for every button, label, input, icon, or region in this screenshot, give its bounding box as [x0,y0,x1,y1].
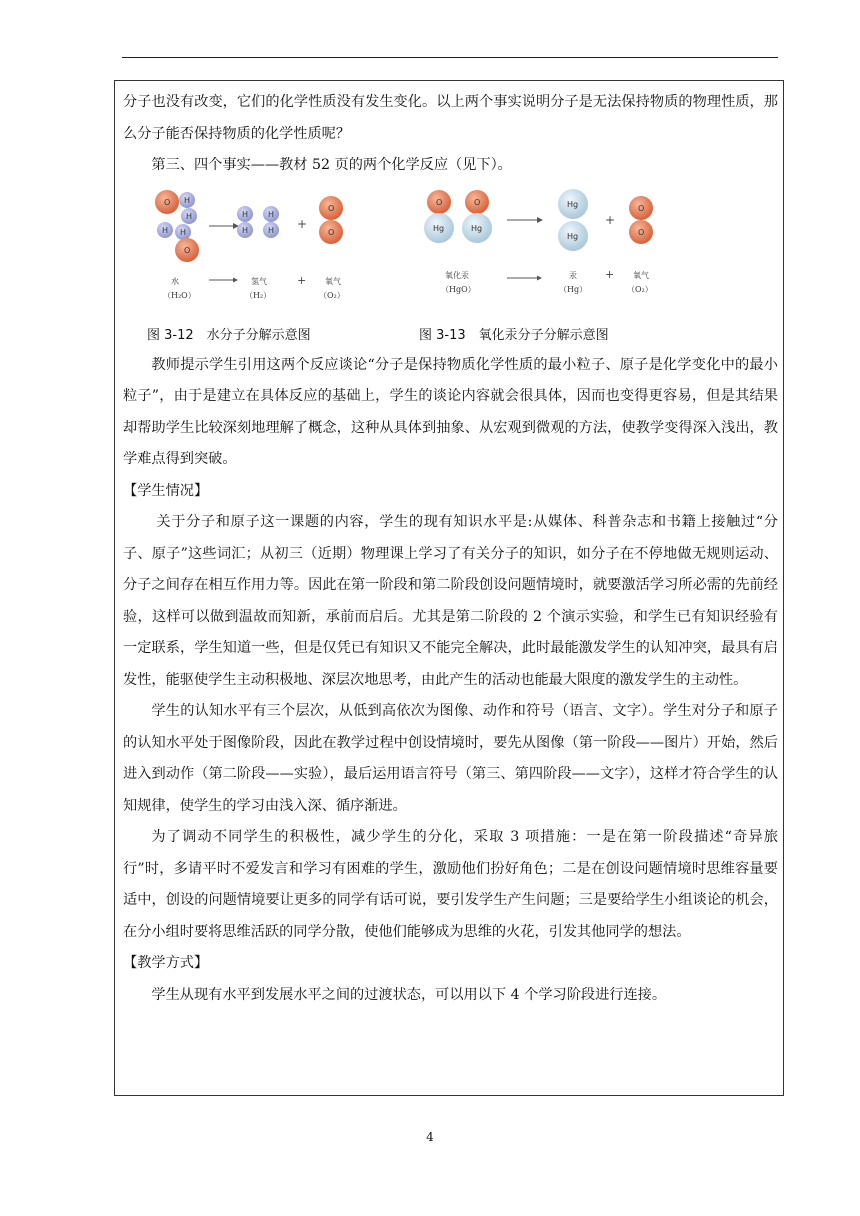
formula-hgo: （HgO） [441,284,476,294]
atom-label: H [162,225,169,235]
figure-caption-3-12: 图 3-12 水分子分解示意图 [147,327,311,343]
label-o2: 氧气 [633,270,649,280]
paragraph-4: 关于分子和原子这一课题的内容，学生的现有知识水平是:从媒体、科普杂志和书籍上接触过“分子、原子”这些词汇；从初三（近期）物理课上学习了有关分子的知识，如分子在不停地做无规则运动、分子之间存在相互作用力等。因此在第一阶段和第二阶段创设问题情境时，就要激活学习所必需的先前经验，这样可以做到温故而知新，承前而启后。尤其是第二阶段的 2 个演示实验，和学生已有知识经验有一定联系，学生知道一些，但是仅凭已有知识又不能完全解决，此时最能激发学生的认知冲突，最具有启发性，能驱使学生主动积极地、深层次地思考，由此产生的活动也能最大限度的激发学生的主动性。 [123,514,778,688]
paragraph-1: 分子也没有改变，它们的化学性质没有发生变化。以上两个事实说明分子是无法保持物质的物理性质，那么分子能否保持物质的化学性质呢？ [123,94,778,142]
atom-label: H [186,211,193,221]
svg-text:+: + [605,267,615,281]
svg-text:Hg: Hg [471,223,483,233]
water-diagram [147,186,367,316]
svg-text:H: H [268,225,275,235]
formula-water: （H₂O） [163,290,196,300]
svg-text:O: O [328,227,335,237]
paragraph-7: 学生从现有水平到发展水平之间的过渡状态，可以用以下 4 个学习阶段进行连接。 [151,986,667,1003]
atom-label: O [164,197,171,207]
cell-content [123,87,778,1011]
svg-text:H: H [242,225,249,235]
figure-water-decomposition [147,186,367,316]
atom-label: O [184,245,191,255]
svg-text:O: O [638,227,645,237]
svg-text:O: O [436,197,443,207]
label-hgo: 氧化汞 [445,270,469,280]
label-o2: 氧气 [325,276,341,286]
label-hg: 汞 [569,270,577,280]
svg-text:O: O [328,203,335,213]
label-water: 水 [171,276,179,286]
plus-sign: + [297,216,308,231]
svg-text:Hg: Hg [567,199,579,209]
svg-text:Hg: Hg [433,223,445,233]
page-number: 4 [426,1130,434,1144]
paragraph-2: 第三、四个事实——教材 52 页的两个化学反应（见下）。 [151,157,512,173]
hgo-diagram [419,186,659,316]
atom-label: H [180,227,187,237]
formula-h2: （H₂） [245,290,272,300]
section-heading-student-situation: 【学生情况】 [123,482,209,499]
svg-text:H: H [268,209,275,219]
paragraph-5: 学生的认知水平有三个层次，从低到高依次为图像、动作和符号（语言、文字）。学生对分子和原子的认知水平处于图像阶段，因此在教学过程中创设情境时，要先从图像（第一阶段——图片）开始，然后进入到动作（第二阶段——实验），最后运用语言符号（第三、第四阶段——文字），这样才符合学生的认知规律，使学生的学习由浅入深、循序渐进。 [123,703,778,814]
plus-sign: + [605,212,616,227]
formula-o2: （O₂） [627,284,653,294]
table-cell-frame [114,80,784,1096]
formula-hg: （Hg） [559,284,588,294]
paragraph-6: 为了调动不同学生的积极性，减少学生的分化，采取 3 项措施：一是在第一阶段描述“奇异旅行”时，多请平时不爱发言和学习有困难的学生，激励他们扮好角色；二是在创设问题情境时思维容量要适中，创设的问题情境要让更多的同学有话可说，要引发学生产生问题；三是要给学生小组谈论的机会，在分小组时要将思维活跃的同学分散，使他们能够成为思维的火花，引发其他同学的想法。 [123,829,778,940]
atom-label: H [184,195,191,205]
formula-o2: （O₂） [319,290,345,300]
svg-text:O: O [474,197,481,207]
svg-text:O: O [638,203,645,213]
figures-row [123,186,778,343]
section-heading-teaching-method: 【教学方式】 [123,955,209,971]
label-h2: 氢气 [251,276,267,286]
header-rule [122,57,778,58]
svg-text:Hg: Hg [567,231,579,241]
figure-caption-3-13: 图 3-13 氧化汞分子分解示意图 [419,327,609,343]
figure-hgo-decomposition [419,186,659,316]
svg-text:+: + [297,273,307,287]
paragraph-3: 教师提示学生引用这两个反应谈论“分子是保持物质化学性质的最小粒子、原子是化学变化中的最小粒子”，由于是建立在具体反应的基础上，学生的谈论内容就会很具体，因而也变得更容易，但是其结果却帮助学生比较深刻地理解了概念，这种从具体到抽象、从宏观到微观的方法，使教学变得深入浅出，教学难点得到突破。 [123,356,778,467]
svg-text:H: H [242,209,249,219]
